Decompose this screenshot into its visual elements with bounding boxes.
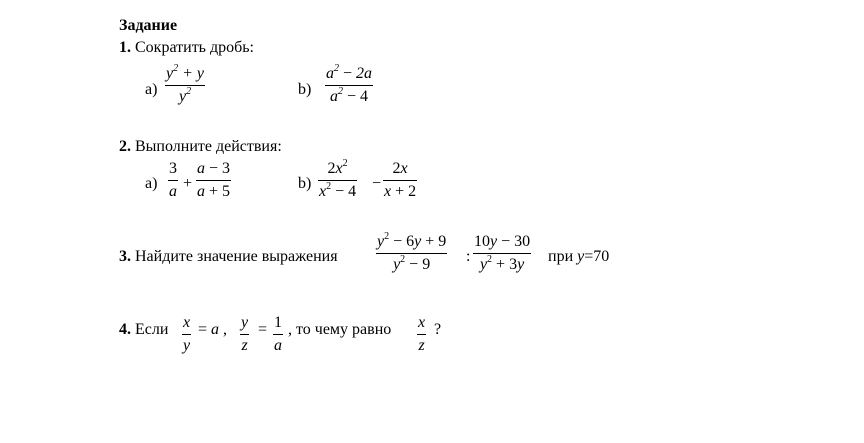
task3-suffix-pre: при [548, 248, 574, 265]
task2-a-frac1-numerator: 3 [169, 160, 177, 177]
fraction-bar [318, 180, 357, 181]
task3-fraction2 [473, 232, 531, 275]
task3-fraction1 [376, 232, 447, 275]
task2-a-fraction1 [168, 159, 178, 202]
task4-title [119, 321, 168, 339]
task1-b-denominator: $a^2 - 4$ [330, 86, 369, 105]
fraction-bar [325, 85, 373, 86]
task4-frac3-denominator: a [274, 337, 282, 354]
task4-frac4-denominator: z [418, 337, 425, 354]
task2-a-operator: + [183, 175, 193, 192]
heading: Задание [119, 17, 178, 34]
task4-fraction4 [417, 313, 426, 356]
task1-b-numerator: $a^2 - 2a$ [326, 63, 373, 82]
task2-b-frac1-numerator: $2x^2$ [327, 158, 348, 177]
task1-title [119, 39, 254, 57]
task2-a-frac1-denominator: a [169, 183, 177, 200]
task4-number: 4. [119, 321, 131, 338]
task4-fraction1 [182, 313, 191, 356]
task3-number: 3. [119, 248, 131, 265]
fraction-bar [417, 334, 426, 335]
task3-frac1-numerator: $y^2 - 6y + 9$ [377, 231, 447, 250]
task4-frac2-denominator: z [241, 337, 248, 354]
task1-a-fraction [165, 64, 205, 107]
task4-fraction2 [240, 313, 249, 356]
task2-title [119, 138, 282, 156]
task3-title [119, 248, 338, 266]
task2-b-fraction2 [383, 159, 417, 202]
task4-frac1-denominator: y [183, 337, 191, 354]
task2-a-label: а) [145, 175, 158, 192]
task2-a-frac2-denominator: a + 5 [197, 183, 231, 200]
fraction-bar [240, 334, 249, 335]
task2-number: 2. [119, 138, 131, 155]
task3-frac2-numerator: 10y − 30 [474, 233, 531, 250]
task1-a-numerator: $y^2 + y$ [166, 63, 205, 82]
task3-suffix-var: y [577, 248, 585, 265]
task4-frac1-numerator: x [183, 314, 191, 331]
task1-b-label: b) [298, 81, 312, 98]
fraction-bar [165, 85, 205, 86]
task2-b-frac2-denominator: x + 2 [384, 183, 417, 200]
fraction-bar [383, 180, 417, 181]
fraction-bar [473, 253, 531, 254]
task4-frac4-numerator: x [418, 314, 426, 331]
task2-b-fraction1 [318, 159, 357, 202]
task1-b-fraction [325, 64, 373, 107]
fraction-bar [273, 334, 283, 335]
task4-mid-text: , то чему равно [288, 321, 392, 338]
fraction-bar [196, 180, 231, 181]
task2-b-frac1-denominator: $x^2 - 4$ [319, 181, 357, 200]
fraction-bar [182, 334, 191, 335]
task4-fraction3 [273, 313, 283, 356]
task1-a-label: а) [145, 81, 158, 98]
task2-b-frac2-numerator: 2x [392, 160, 408, 177]
task2-a-frac2-numerator: a − 3 [197, 160, 231, 177]
task3-text: Найдите значение выражения [135, 248, 338, 265]
task1-number: 1. [119, 39, 131, 56]
task3-suffix [548, 248, 609, 266]
task4-end: ? [434, 321, 442, 338]
task4-frac3-numerator: 1 [274, 314, 282, 331]
task4-text: Если [135, 321, 169, 338]
task3-frac2-denominator: $y^2 + 3y$ [479, 254, 525, 273]
task4-eq1: = a , [198, 321, 228, 338]
fraction-bar [168, 180, 178, 181]
task4-eq2: = [258, 321, 268, 338]
fraction-bar [376, 253, 447, 254]
task2-b-operator: − [372, 175, 382, 192]
task2-a-fraction2 [196, 159, 231, 202]
task3-suffix-val: =70 [584, 248, 610, 265]
task4-frac2-numerator: y [241, 314, 249, 331]
task2-b-label: b) [298, 175, 312, 192]
task1-a-denominator: $y^2$ [178, 86, 192, 105]
task2-text: Выполните действия: [135, 138, 282, 155]
task3-operator: : [466, 248, 471, 265]
task1-text: Сократить дробь: [135, 39, 254, 56]
task3-frac1-denominator: $y^2 - 9$ [393, 254, 431, 273]
